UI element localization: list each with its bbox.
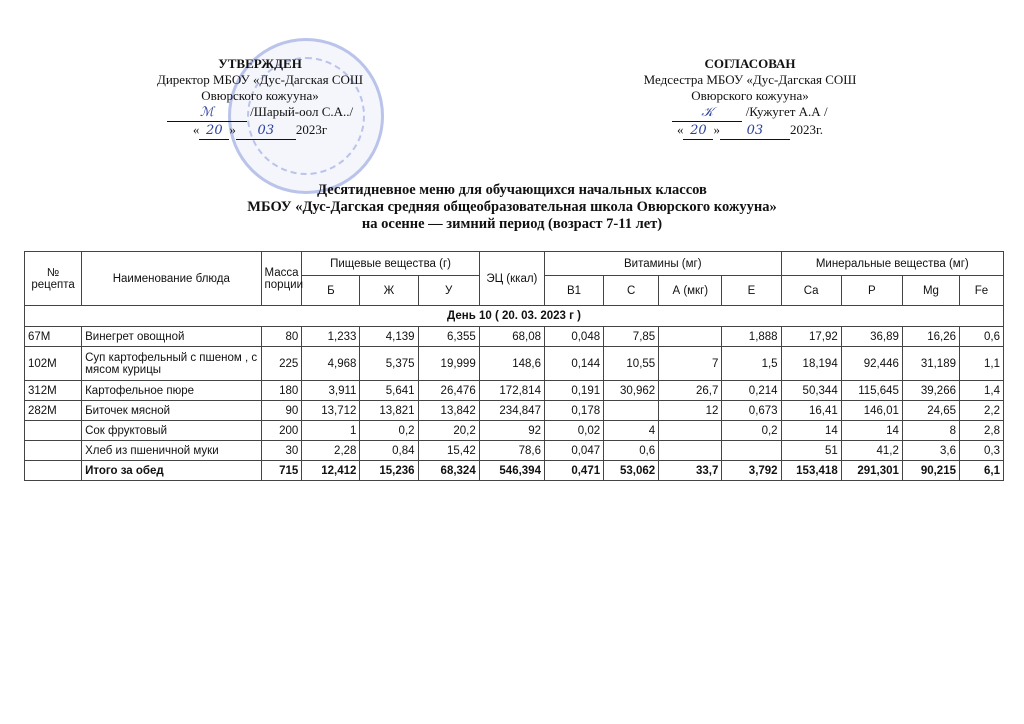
cell-ca: 153,418 xyxy=(781,461,841,481)
approved-day: 20 xyxy=(199,123,229,140)
cell-a xyxy=(659,421,722,441)
cell-c: 10,55 xyxy=(604,347,659,381)
header-e: Е xyxy=(722,276,781,306)
cell-ca: 50,344 xyxy=(781,381,841,401)
cell-ca: 17,92 xyxy=(781,327,841,347)
cell-mass: 80 xyxy=(261,327,302,347)
cell-c: 30,962 xyxy=(604,381,659,401)
header-mg: Mg xyxy=(902,276,959,306)
cell-b: 4,968 xyxy=(302,347,360,381)
cell-mass: 90 xyxy=(261,401,302,421)
header-energy: ЭЦ (ккал) xyxy=(479,252,544,306)
cell-p: 36,89 xyxy=(841,327,902,347)
cell-ca: 14 xyxy=(781,421,841,441)
cell-b: 13,712 xyxy=(302,401,360,421)
cell-zh: 5,375 xyxy=(360,347,418,381)
cell-mg: 24,65 xyxy=(902,401,959,421)
cell-fe: 1,4 xyxy=(960,381,1004,401)
cell-mass: 30 xyxy=(261,441,302,461)
cell-mass: 200 xyxy=(261,421,302,441)
cell-ec: 148,6 xyxy=(479,347,544,381)
header-c: С xyxy=(604,276,659,306)
cell-a xyxy=(659,441,722,461)
cell-code xyxy=(25,421,82,441)
director-name: /Шарый-оол С.А../ xyxy=(250,104,354,119)
cell-c: 0,6 xyxy=(604,441,659,461)
cell-p: 115,645 xyxy=(841,381,902,401)
cell-zh: 5,641 xyxy=(360,381,418,401)
cell-b1: 0,178 xyxy=(544,401,603,421)
cell-u: 6,355 xyxy=(418,327,479,347)
header-p: Р xyxy=(841,276,902,306)
agreed-line2: Овюрского кожууна» xyxy=(691,88,809,103)
header-a: А (мкг) xyxy=(659,276,722,306)
cell-code: 102М xyxy=(25,347,82,381)
cell-b1: 0,191 xyxy=(544,381,603,401)
cell-fe: 0,6 xyxy=(960,327,1004,347)
cell-e: 3,792 xyxy=(722,461,781,481)
cell-b: 12,412 xyxy=(302,461,360,481)
cell-ec: 234,847 xyxy=(479,401,544,421)
cell-name: Винегрет овощной xyxy=(82,327,261,347)
approved-signature-line xyxy=(110,104,410,122)
cell-a: 26,7 xyxy=(659,381,722,401)
header-ca: Са xyxy=(781,276,841,306)
cell-ca: 16,41 xyxy=(781,401,841,421)
cell-u: 20,2 xyxy=(418,421,479,441)
table-row xyxy=(25,421,1004,441)
agreed-year: 2023г. xyxy=(789,122,824,137)
cell-p: 41,2 xyxy=(841,441,902,461)
cell-b1: 0,471 xyxy=(544,461,603,481)
cell-e: 0,673 xyxy=(722,401,781,421)
cell-ca: 51 xyxy=(781,441,841,461)
approved-year: 2023г xyxy=(295,122,328,137)
cell-zh: 0,84 xyxy=(360,441,418,461)
cell-fe: 2,8 xyxy=(960,421,1004,441)
header-vitamins: Витамины (мг) xyxy=(544,252,781,276)
header-mass: Масса порции xyxy=(261,252,302,306)
cell-e: 0,2 xyxy=(722,421,781,441)
cell-ec: 68,08 xyxy=(479,327,544,347)
total-row xyxy=(25,461,1004,481)
cell-name: Хлеб из пшеничной муки xyxy=(82,441,261,461)
cell-b: 1 xyxy=(302,421,360,441)
cell-b1: 0,048 xyxy=(544,327,603,347)
header-nutrients: Пищевые вещества (г) xyxy=(302,252,479,276)
cell-mass: 225 xyxy=(261,347,302,381)
approved-date: « 20 » 03 2023г xyxy=(192,122,328,138)
cell-u: 26,476 xyxy=(418,381,479,401)
cell-a: 7 xyxy=(659,347,722,381)
cell-mg: 16,26 xyxy=(902,327,959,347)
signature-director: ℳ xyxy=(167,104,247,122)
cell-name: Картофельное пюре xyxy=(82,381,261,401)
school-name: МБОУ «Дус-Дагская средняя общеобразовательная школа Овюрского кожууна» xyxy=(247,199,777,215)
cell-fe: 2,2 xyxy=(960,401,1004,421)
cell-ec: 78,6 xyxy=(479,441,544,461)
table-row xyxy=(25,327,1004,347)
cell-e: 1,5 xyxy=(722,347,781,381)
cell-p: 14 xyxy=(841,421,902,441)
header-dish: Наименование блюда xyxy=(82,252,261,306)
header-recipe: № рецепта xyxy=(25,252,82,306)
cell-p: 291,301 xyxy=(841,461,902,481)
cell-zh: 13,821 xyxy=(360,401,418,421)
cell-p: 146,01 xyxy=(841,401,902,421)
period-subtitle: на осенне — зимний период (возраст 7-11 лет) xyxy=(361,216,663,232)
agreed-signature-line xyxy=(600,104,900,122)
table-row xyxy=(25,381,1004,401)
cell-fe: 6,1 xyxy=(960,461,1004,481)
table-row xyxy=(25,441,1004,461)
agreed-day: 20 xyxy=(683,123,713,140)
cell-e xyxy=(722,441,781,461)
cell-a: 12 xyxy=(659,401,722,421)
menu-title: Десятидневное меню для обучающихся начальных классов xyxy=(317,182,707,198)
header-b: Б xyxy=(302,276,360,306)
cell-mg: 8 xyxy=(902,421,959,441)
cell-code: 67М xyxy=(25,327,82,347)
agreed-heading: СОГЛАСОВАН xyxy=(704,56,796,71)
cell-mass: 180 xyxy=(261,381,302,401)
agreed-line1: Медсестра МБОУ «Дус-Дагская СОШ xyxy=(643,72,857,87)
cell-c: 7,85 xyxy=(604,327,659,347)
cell-name: Суп картофельный с пшеном , с мясом курицы xyxy=(82,347,261,381)
cell-code: 312М xyxy=(25,381,82,401)
cell-u: 19,999 xyxy=(418,347,479,381)
cell-c: 53,062 xyxy=(604,461,659,481)
cell-u: 15,42 xyxy=(418,441,479,461)
cell-code xyxy=(25,461,82,481)
table-row xyxy=(25,347,1004,381)
header-u: У xyxy=(418,276,479,306)
menu-table xyxy=(24,251,1004,481)
cell-b1: 0,02 xyxy=(544,421,603,441)
day-label: День 10 ( 20. 03. 2023 г ) xyxy=(25,306,1004,327)
cell-e: 1,888 xyxy=(722,327,781,347)
cell-name: Сок фруктовый xyxy=(82,421,261,441)
cell-u: 68,324 xyxy=(418,461,479,481)
signature-nurse: 𝒦 xyxy=(672,104,742,122)
approved-month: 03 xyxy=(236,123,296,140)
approved-line2: Овюрского кожууна» xyxy=(201,88,319,103)
cell-fe: 1,1 xyxy=(960,347,1004,381)
header-zh: Ж xyxy=(360,276,418,306)
cell-mg: 39,266 xyxy=(902,381,959,401)
cell-ec: 546,394 xyxy=(479,461,544,481)
agreed-date: « 20 » 03 2023г. xyxy=(676,122,824,138)
header-b1: В1 xyxy=(544,276,603,306)
agreed-month: 03 xyxy=(720,123,790,140)
cell-a: 33,7 xyxy=(659,461,722,481)
cell-code xyxy=(25,441,82,461)
cell-ec: 172,814 xyxy=(479,381,544,401)
cell-code: 282М xyxy=(25,401,82,421)
header-fe: Fe xyxy=(960,276,1004,306)
cell-zh: 15,236 xyxy=(360,461,418,481)
cell-b: 1,233 xyxy=(302,327,360,347)
cell-zh: 4,139 xyxy=(360,327,418,347)
cell-fe: 0,3 xyxy=(960,441,1004,461)
cell-c xyxy=(604,401,659,421)
cell-name: Биточек мясной xyxy=(82,401,261,421)
agreed-block xyxy=(600,56,900,140)
cell-mg: 90,215 xyxy=(902,461,959,481)
approved-line1: Директор МБОУ «Дус-Дагская СОШ xyxy=(156,72,364,87)
cell-mg: 3,6 xyxy=(902,441,959,461)
cell-b: 2,28 xyxy=(302,441,360,461)
cell-ec: 92 xyxy=(479,421,544,441)
table-row xyxy=(25,401,1004,421)
cell-e: 0,214 xyxy=(722,381,781,401)
cell-mg: 31,189 xyxy=(902,347,959,381)
cell-zh: 0,2 xyxy=(360,421,418,441)
cell-c: 4 xyxy=(604,421,659,441)
cell-name: Итого за обед xyxy=(82,461,261,481)
cell-u: 13,842 xyxy=(418,401,479,421)
header-minerals: Минеральные вещества (мг) xyxy=(781,252,1003,276)
cell-b: 3,911 xyxy=(302,381,360,401)
cell-p: 92,446 xyxy=(841,347,902,381)
cell-ca: 18,194 xyxy=(781,347,841,381)
approved-heading: УТВЕРЖДЕН xyxy=(218,56,302,71)
nurse-name: /Кужугет А.А / xyxy=(745,104,828,119)
cell-a xyxy=(659,327,722,347)
cell-mass: 715 xyxy=(261,461,302,481)
cell-b1: 0,144 xyxy=(544,347,603,381)
cell-b1: 0,047 xyxy=(544,441,603,461)
approved-block xyxy=(110,56,410,140)
